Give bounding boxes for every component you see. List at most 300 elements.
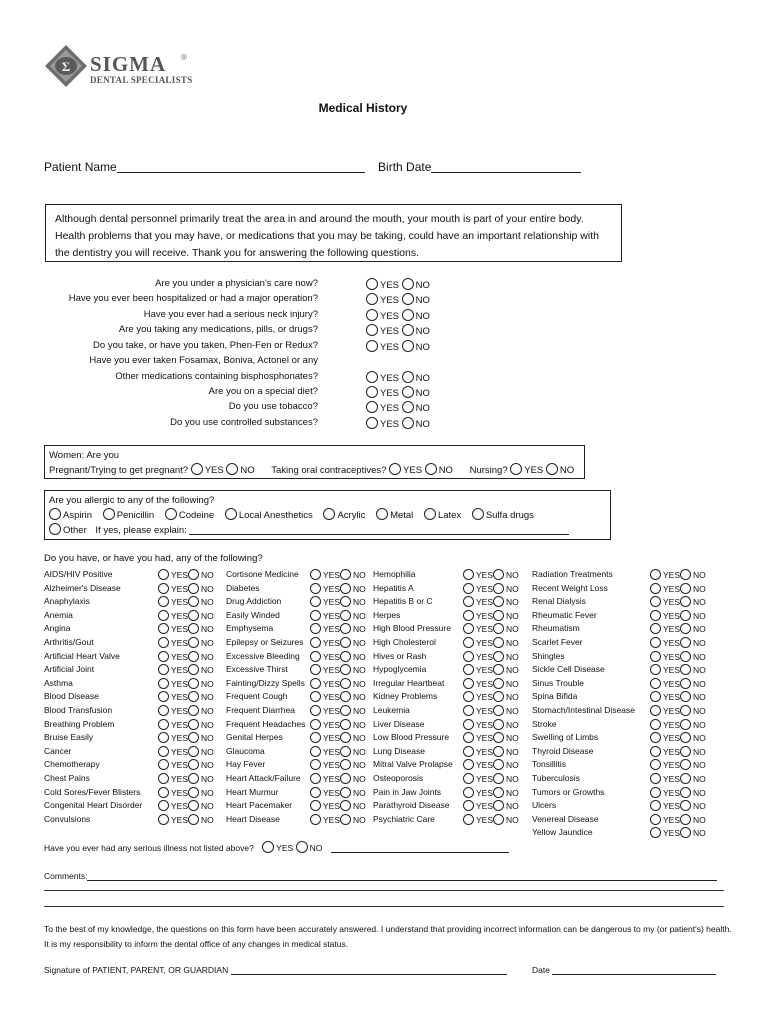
yes-radio[interactable]: [650, 827, 661, 838]
yes-radio[interactable]: [310, 814, 321, 825]
pregnant-label: Pregnant/Trying to get pregnant?: [49, 465, 189, 476]
no-radio[interactable]: [493, 569, 504, 580]
yes-radio[interactable]: [366, 371, 378, 383]
no-radio[interactable]: [493, 773, 504, 784]
yes-label: YES: [171, 692, 189, 702]
no-radio[interactable]: [340, 732, 351, 743]
comments-line-2[interactable]: [44, 890, 724, 891]
allergy-option-label: Penicillin: [116, 510, 155, 521]
allergy-local-anesthetics-radio[interactable]: [225, 508, 237, 520]
no-label: NO: [693, 747, 706, 757]
allergy-explain-field[interactable]: [189, 523, 569, 535]
no-radio[interactable]: [493, 678, 504, 689]
question-yes-no: [366, 309, 430, 322]
no-radio[interactable]: [340, 800, 351, 811]
yes-radio[interactable]: [650, 664, 661, 675]
no-radio[interactable]: [340, 759, 351, 770]
no-radio[interactable]: [680, 719, 691, 730]
yes-radio[interactable]: [650, 610, 661, 621]
no-label: NO: [201, 597, 214, 607]
no-radio[interactable]: [340, 651, 351, 662]
yes-radio[interactable]: [310, 583, 321, 594]
allergy-acrylic-radio[interactable]: [323, 508, 335, 520]
no-radio[interactable]: [680, 773, 691, 784]
yes-label: YES: [403, 465, 423, 476]
yes-radio[interactable]: [158, 569, 169, 580]
no-radio[interactable]: [493, 623, 504, 634]
yes-radio[interactable]: [463, 814, 474, 825]
yes-radio[interactable]: [158, 759, 169, 770]
yes-radio[interactable]: [650, 759, 661, 770]
yes-radio[interactable]: [463, 759, 474, 770]
allergy-acrylic[interactable]: [323, 510, 365, 521]
yes-radio[interactable]: [650, 623, 661, 634]
condition-label: Thyroid Disease: [532, 746, 594, 756]
no-radio[interactable]: [493, 637, 504, 648]
nursing-yes-radio[interactable]: [510, 463, 522, 475]
no-radio[interactable]: [340, 623, 351, 634]
no-radio[interactable]: [493, 691, 504, 702]
yes-radio[interactable]: [463, 637, 474, 648]
yes-label: YES: [171, 801, 189, 811]
yes-radio[interactable]: [463, 705, 474, 716]
comments-field[interactable]: [87, 869, 717, 881]
no-radio[interactable]: [340, 814, 351, 825]
no-radio[interactable]: [402, 278, 414, 290]
condition-label: Ulcers: [532, 800, 557, 810]
no-label: NO: [693, 733, 706, 743]
yes-radio[interactable]: [463, 678, 474, 689]
no-radio[interactable]: [340, 678, 351, 689]
yes-radio[interactable]: [463, 596, 474, 607]
yes-radio[interactable]: [158, 596, 169, 607]
yes-radio[interactable]: [158, 732, 169, 743]
yes-radio[interactable]: [650, 691, 661, 702]
yes-radio[interactable]: [310, 651, 321, 662]
no-radio[interactable]: [340, 773, 351, 784]
no-label: NO: [415, 295, 430, 306]
yes-radio[interactable]: [310, 719, 321, 730]
condition-yes-no: [650, 773, 706, 784]
yes-radio[interactable]: [158, 623, 169, 634]
yes-radio[interactable]: [366, 417, 378, 429]
yes-radio[interactable]: [158, 719, 169, 730]
pregnant-no-radio[interactable]: [226, 463, 238, 475]
yes-label: YES: [663, 597, 681, 607]
yes-radio[interactable]: [650, 651, 661, 662]
yes-label: YES: [476, 733, 494, 743]
yes-radio[interactable]: [463, 583, 474, 594]
yes-radio[interactable]: [366, 401, 378, 413]
yes-radio[interactable]: [310, 787, 321, 798]
allergy-other-row: [49, 523, 606, 538]
no-radio[interactable]: [493, 746, 504, 757]
no-radio[interactable]: [493, 583, 504, 594]
no-radio[interactable]: [188, 637, 199, 648]
yes-radio[interactable]: [650, 637, 661, 648]
condition-yes-no: [158, 583, 214, 594]
no-radio[interactable]: [402, 324, 414, 336]
yes-radio[interactable]: [310, 800, 321, 811]
condition-label: Excessive Thirst: [226, 664, 288, 674]
no-radio[interactable]: [188, 664, 199, 675]
yes-radio[interactable]: [463, 746, 474, 757]
no-radio[interactable]: [493, 719, 504, 730]
no-label: NO: [353, 584, 366, 594]
no-radio[interactable]: [680, 610, 691, 621]
yes-radio[interactable]: [310, 678, 321, 689]
allergy-penicillin[interactable]: [103, 510, 155, 521]
no-radio[interactable]: [340, 569, 351, 580]
no-label: NO: [353, 733, 366, 743]
yes-radio[interactable]: [366, 324, 378, 336]
contraceptives-yes-radio[interactable]: [389, 463, 401, 475]
condition-yes-no: [463, 583, 519, 594]
no-radio[interactable]: [493, 759, 504, 770]
no-radio[interactable]: [493, 610, 504, 621]
condition-yes-no: [310, 637, 366, 648]
no-radio[interactable]: [188, 623, 199, 634]
yes-radio[interactable]: [158, 705, 169, 716]
yes-radio[interactable]: [650, 569, 661, 580]
no-radio[interactable]: [402, 293, 414, 305]
no-radio[interactable]: [680, 569, 691, 580]
pregnant-yes-radio[interactable]: [191, 463, 203, 475]
yes-radio[interactable]: [650, 732, 661, 743]
serious-illness-label: Have you ever had any serious illness not listed above?: [44, 843, 254, 853]
yes-radio[interactable]: [463, 719, 474, 730]
yes-radio[interactable]: [366, 278, 378, 290]
condition-label: Venereal Disease: [532, 814, 599, 824]
no-label: NO: [693, 570, 706, 580]
yes-radio[interactable]: [158, 664, 169, 675]
no-radio[interactable]: [188, 610, 199, 621]
condition-yes-no: [463, 637, 519, 648]
no-label: NO: [693, 611, 706, 621]
yes-radio[interactable]: [463, 569, 474, 580]
yes-radio[interactable]: [463, 773, 474, 784]
page-title: Medical History: [318, 101, 408, 115]
no-radio[interactable]: [402, 309, 414, 321]
yes-radio[interactable]: [310, 732, 321, 743]
yes-radio[interactable]: [463, 732, 474, 743]
no-radio[interactable]: [188, 678, 199, 689]
yes-radio[interactable]: [650, 787, 661, 798]
yes-radio[interactable]: [158, 691, 169, 702]
no-label: NO: [201, 720, 214, 730]
no-radio[interactable]: [493, 705, 504, 716]
yes-radio[interactable]: [158, 814, 169, 825]
yes-radio[interactable]: [366, 309, 378, 321]
condition-yes-no: [158, 719, 214, 730]
serious-illness-field[interactable]: [331, 841, 509, 853]
condition-yes-no: [463, 719, 519, 730]
no-radio[interactable]: [340, 787, 351, 798]
no-radio[interactable]: [402, 386, 414, 398]
yes-radio[interactable]: [158, 610, 169, 621]
yes-radio[interactable]: [366, 293, 378, 305]
allergy-aspirin-radio[interactable]: [49, 508, 61, 520]
no-radio[interactable]: [340, 610, 351, 621]
no-label: NO: [415, 388, 430, 399]
yes-label: YES: [476, 665, 494, 675]
patient-name-field[interactable]: [117, 161, 365, 173]
no-radio[interactable]: [340, 637, 351, 648]
condition-yes-no: [310, 746, 366, 757]
no-radio[interactable]: [188, 691, 199, 702]
condition-label: Drug Addiction: [226, 596, 282, 606]
no-radio[interactable]: [402, 417, 414, 429]
condition-yes-no: [310, 610, 366, 621]
yes-radio[interactable]: [463, 651, 474, 662]
condition-label: Blood Transfusion: [44, 705, 113, 715]
no-radio[interactable]: [188, 732, 199, 743]
no-radio[interactable]: [680, 678, 691, 689]
no-radio[interactable]: [340, 746, 351, 757]
yes-radio[interactable]: [158, 800, 169, 811]
allergy-codeine[interactable]: [165, 510, 214, 521]
no-radio[interactable]: [493, 596, 504, 607]
yes-radio[interactable]: [650, 814, 661, 825]
no-radio[interactable]: [402, 401, 414, 413]
no-radio[interactable]: [680, 705, 691, 716]
serious-illness-yes-radio[interactable]: [262, 841, 274, 853]
yes-radio[interactable]: [310, 773, 321, 784]
no-radio[interactable]: [340, 691, 351, 702]
no-radio[interactable]: [402, 371, 414, 383]
no-radio[interactable]: [680, 651, 691, 662]
condition-yes-no: [650, 637, 706, 648]
conditions-heading: Do you have, or have you had, any of the following?: [44, 553, 263, 564]
condition-yes-no: [650, 691, 706, 702]
yes-radio[interactable]: [650, 746, 661, 757]
condition-yes-no: [310, 759, 366, 770]
no-label: NO: [415, 373, 430, 384]
svg-text:Σ: Σ: [61, 59, 71, 74]
no-label: NO: [693, 815, 706, 825]
no-radio[interactable]: [188, 596, 199, 607]
no-radio[interactable]: [188, 651, 199, 662]
date-field[interactable]: [552, 963, 716, 975]
yes-radio[interactable]: [463, 664, 474, 675]
allergy-codeine-radio[interactable]: [165, 508, 177, 520]
nursing-no-radio[interactable]: [546, 463, 558, 475]
yes-radio[interactable]: [310, 664, 321, 675]
no-radio[interactable]: [493, 787, 504, 798]
condition-label: Lung Disease: [373, 746, 425, 756]
no-radio[interactable]: [188, 773, 199, 784]
condition-yes-no: [463, 814, 519, 825]
yes-label: YES: [171, 760, 189, 770]
no-radio[interactable]: [680, 800, 691, 811]
yes-radio[interactable]: [463, 787, 474, 798]
no-label: NO: [353, 774, 366, 784]
yes-radio[interactable]: [158, 773, 169, 784]
no-radio[interactable]: [493, 800, 504, 811]
yes-radio[interactable]: [310, 637, 321, 648]
condition-label: Genital Herpes: [226, 732, 283, 742]
date-line: [532, 963, 716, 975]
condition-label: Rheumatic Fever: [532, 610, 597, 620]
no-radio[interactable]: [340, 705, 351, 716]
birth-date-field[interactable]: [431, 161, 581, 173]
yes-label: YES: [663, 801, 681, 811]
yes-radio[interactable]: [158, 787, 169, 798]
yes-radio[interactable]: [310, 610, 321, 621]
condition-label: Tonsillitis: [532, 759, 567, 769]
yes-radio[interactable]: [310, 596, 321, 607]
patient-name-label: Patient Name: [44, 160, 117, 174]
no-radio[interactable]: [188, 569, 199, 580]
no-radio[interactable]: [680, 637, 691, 648]
condition-yes-no: [650, 664, 706, 675]
yes-radio[interactable]: [463, 610, 474, 621]
no-radio[interactable]: [680, 759, 691, 770]
yes-radio[interactable]: [310, 746, 321, 757]
no-radio[interactable]: [188, 583, 199, 594]
no-radio[interactable]: [493, 814, 504, 825]
no-label: NO: [201, 747, 214, 757]
yes-radio[interactable]: [650, 583, 661, 594]
no-radio[interactable]: [493, 732, 504, 743]
no-radio[interactable]: [680, 787, 691, 798]
contraceptives-label: Taking oral contraceptives?: [271, 465, 387, 476]
allergy-penicillin-radio[interactable]: [103, 508, 115, 520]
allergy-aspirin[interactable]: [49, 510, 92, 521]
condition-yes-no: [310, 596, 366, 607]
yes-radio[interactable]: [158, 678, 169, 689]
contraceptives-no-radio[interactable]: [425, 463, 437, 475]
no-radio[interactable]: [493, 651, 504, 662]
no-radio[interactable]: [340, 719, 351, 730]
date-label: Date: [532, 965, 550, 975]
condition-label: Kidney Problems: [373, 691, 438, 701]
no-label: NO: [693, 692, 706, 702]
allergy-option-label: Local Anesthetics: [238, 510, 313, 521]
no-radio[interactable]: [340, 596, 351, 607]
question-label: Have you ever had a serious neck injury?: [143, 309, 318, 320]
no-label: NO: [693, 760, 706, 770]
yes-radio[interactable]: [310, 705, 321, 716]
no-radio[interactable]: [188, 705, 199, 716]
condition-label: Fainting/Dizzy Spells: [226, 678, 305, 688]
no-radio[interactable]: [680, 814, 691, 825]
no-label: NO: [201, 788, 214, 798]
condition-yes-no: [650, 705, 706, 716]
no-radio[interactable]: [188, 800, 199, 811]
yes-radio[interactable]: [463, 623, 474, 634]
no-label: NO: [506, 584, 519, 594]
condition-label: High Cholesterol: [373, 637, 436, 647]
condition-label: Osteoporosis: [373, 773, 424, 783]
no-radio[interactable]: [680, 583, 691, 594]
no-radio[interactable]: [402, 340, 414, 352]
no-radio[interactable]: [188, 814, 199, 825]
yes-radio[interactable]: [650, 678, 661, 689]
yes-radio[interactable]: [310, 759, 321, 770]
yes-radio[interactable]: [310, 623, 321, 634]
yes-radio[interactable]: [650, 596, 661, 607]
no-radio[interactable]: [340, 583, 351, 594]
yes-radio[interactable]: [463, 800, 474, 811]
yes-radio[interactable]: [650, 705, 661, 716]
no-label: NO: [506, 720, 519, 730]
no-radio[interactable]: [188, 759, 199, 770]
condition-label: Stroke: [532, 719, 557, 729]
allergy-sulfa-drugs-radio[interactable]: [472, 508, 484, 520]
condition-yes-no: [310, 664, 366, 675]
women-heading: Women: Are you: [49, 450, 120, 461]
yes-radio[interactable]: [463, 691, 474, 702]
yes-radio[interactable]: [158, 746, 169, 757]
condition-yes-no: [158, 664, 214, 675]
yes-radio[interactable]: [310, 569, 321, 580]
allergy-sulfa-drugs[interactable]: [472, 510, 534, 521]
allergy-explain-label: If yes, please explain:: [95, 525, 187, 536]
allergy-latex[interactable]: [424, 510, 461, 521]
condition-yes-no: [310, 719, 366, 730]
no-radio[interactable]: [680, 827, 691, 838]
no-radio[interactable]: [188, 787, 199, 798]
condition-yes-no: [310, 800, 366, 811]
yes-radio[interactable]: [158, 651, 169, 662]
yes-radio[interactable]: [366, 340, 378, 352]
allergy-other-radio[interactable]: [49, 523, 61, 535]
signature-field[interactable]: [231, 963, 507, 975]
serious-illness-no-radio[interactable]: [296, 841, 308, 853]
yes-radio[interactable]: [158, 583, 169, 594]
no-radio[interactable]: [340, 664, 351, 675]
allergy-metal[interactable]: [376, 510, 413, 521]
no-radio[interactable]: [680, 746, 691, 757]
condition-yes-no: [650, 746, 706, 757]
no-radio[interactable]: [680, 623, 691, 634]
condition-label: Chest Pains: [44, 773, 90, 783]
condition-label: Spina Bifida: [532, 691, 578, 701]
question-yes-no: [366, 340, 430, 353]
condition-label: Hypoglycemia: [373, 664, 427, 674]
no-radio[interactable]: [680, 664, 691, 675]
condition-label: Anaphylaxis: [44, 596, 90, 606]
condition-yes-no: [158, 773, 214, 784]
birth-date-label: Birth Date: [378, 160, 432, 174]
no-label: NO: [353, 815, 366, 825]
no-radio[interactable]: [188, 746, 199, 757]
yes-radio[interactable]: [366, 386, 378, 398]
yes-radio[interactable]: [650, 719, 661, 730]
yes-label: YES: [323, 679, 341, 689]
allergy-latex-radio[interactable]: [424, 508, 436, 520]
allergy-local-anesthetics[interactable]: [225, 510, 313, 521]
comments-line-3[interactable]: [44, 906, 724, 907]
no-radio[interactable]: [680, 691, 691, 702]
no-radio[interactable]: [680, 596, 691, 607]
yes-radio[interactable]: [158, 637, 169, 648]
no-label: NO: [353, 706, 366, 716]
no-radio[interactable]: [188, 719, 199, 730]
yes-radio[interactable]: [310, 691, 321, 702]
condition-yes-no: [463, 787, 519, 798]
yes-radio[interactable]: [650, 800, 661, 811]
question-label: Are you on a special diet?: [208, 386, 318, 397]
yes-label: YES: [380, 403, 400, 414]
yes-radio[interactable]: [650, 773, 661, 784]
no-label: NO: [506, 638, 519, 648]
no-radio[interactable]: [680, 732, 691, 743]
no-label: NO: [201, 692, 214, 702]
allergy-metal-radio[interactable]: [376, 508, 388, 520]
no-radio[interactable]: [493, 664, 504, 675]
